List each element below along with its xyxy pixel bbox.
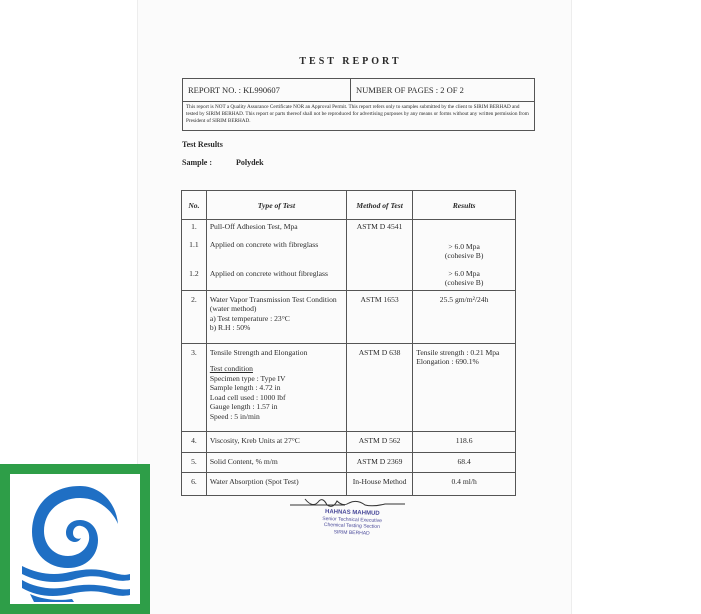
row-type: Viscosity, Kreb Units at 27°C [206,432,346,453]
row-no: 5. [182,452,207,473]
row-type-sub: a) Test temperature : 23°C [209,313,290,323]
wave-logo-icon [10,474,140,604]
report-number: REPORT NO. : KL990607 [183,79,351,101]
row-result [413,234,516,263]
row-method: ASTM D 4541 [346,220,412,234]
row-condition-heading: Test condition [209,364,253,373]
row-result [413,343,516,432]
row-result-note: (cohesive B) [444,251,484,260]
table-row [182,452,516,473]
sample-value: Polydek [236,158,264,167]
row-type-text: Tensile Strength and Elongation [209,347,308,357]
col-header-type: Type of Test [206,191,346,220]
row-method: ASTM D 562 [346,432,412,453]
disclaimer-text: This report is NOT a Quality Assurance Certificate NOR an Approval Permit. This report refers only to samples submitted by the client to SIRIM BERHAD and tested by SIRIM BERHAD. This report or parts thereof shall not be reproduced for advertising purposes by any means or forms without any written permission from President of SIRIM BERHAD. [186,104,529,124]
row-result-note: Elongation : 690.1% [416,357,479,366]
row-result: 68.4 [413,452,516,473]
stamp-name: HAHNAS MAHMUD [324,509,380,517]
row-result: 25.5 gm/m²/24h [413,290,516,343]
row-type: Water Absorption (Spot Test) [206,473,346,496]
row-type: Solid Content, % m/m [206,452,346,473]
row-result: 0.4 ml/h [413,473,516,496]
results-table [181,190,516,496]
row-result [413,220,516,234]
row-type-sub: b) R.H : 50% [209,323,251,332]
row-type: Pull-Off Adhesion Test, Mpa [206,220,346,234]
row-type: Applied on concrete with fibreglass [206,234,346,263]
row-result-value: > 6.0 Mpa [448,268,480,278]
sample-label: Sample : [182,158,212,167]
row-no: 6. [182,473,207,496]
table-row [182,234,516,263]
row-no: 4. [182,432,207,453]
table-row [182,263,516,291]
row-type [206,343,346,432]
company-logo [0,464,150,614]
row-method: ASTM 1653 [346,290,412,343]
row-no: 1. [182,220,207,234]
col-header-no: No. [182,191,207,220]
row-no: 1.2 [182,263,207,291]
row-no: 1.1 [182,234,207,263]
row-type [206,290,346,343]
row-result [413,263,516,291]
page-count: NUMBER OF PAGES : 2 OF 2 [356,85,464,95]
row-condition-line: Load cell used : 1000 lbf [209,392,286,402]
report-header-box [182,78,535,131]
row-method: In-House Method [346,473,412,496]
section-heading: Test Results [182,140,223,149]
official-stamp [297,508,408,538]
row-no: 2. [182,290,207,343]
row-result: 118.6 [413,432,516,453]
col-header-results: Results [413,191,516,220]
row-result-note: (cohesive B) [444,278,484,287]
col-header-method: Method of Test [346,191,412,220]
row-result-value: > 6.0 Mpa [448,241,480,251]
row-condition-line: Speed : 5 in/min [209,411,260,421]
table-row [182,220,516,234]
table-row [182,432,516,453]
row-condition-line: Sample length : 4.72 in [209,383,281,392]
stamp-title: Senior Technical Executive [322,515,383,524]
row-method: ASTM D 638 [346,343,412,432]
row-condition-line: Gauge length : 1.57 in [209,402,278,411]
row-type-text: Water Vapor Transmission Test Condition (water method) [209,294,337,313]
stamp-org: SIRIM BERHAD [333,528,370,537]
report-title: TEST REPORT [299,56,402,67]
table-row [182,473,516,496]
row-no: 3. [182,343,207,432]
stamp-section: Chemical Testing Section [323,522,381,530]
row-condition-line: Specimen type : Type IV [209,373,286,383]
table-row [182,290,516,343]
row-result-value: Tensile strength : 0.21 Mpa [416,347,500,357]
row-method [346,263,412,291]
row-method: ASTM D 2369 [346,452,412,473]
row-type: Applied on concrete without fibreglass [206,263,346,291]
row-method [346,234,412,263]
table-row [182,343,516,432]
